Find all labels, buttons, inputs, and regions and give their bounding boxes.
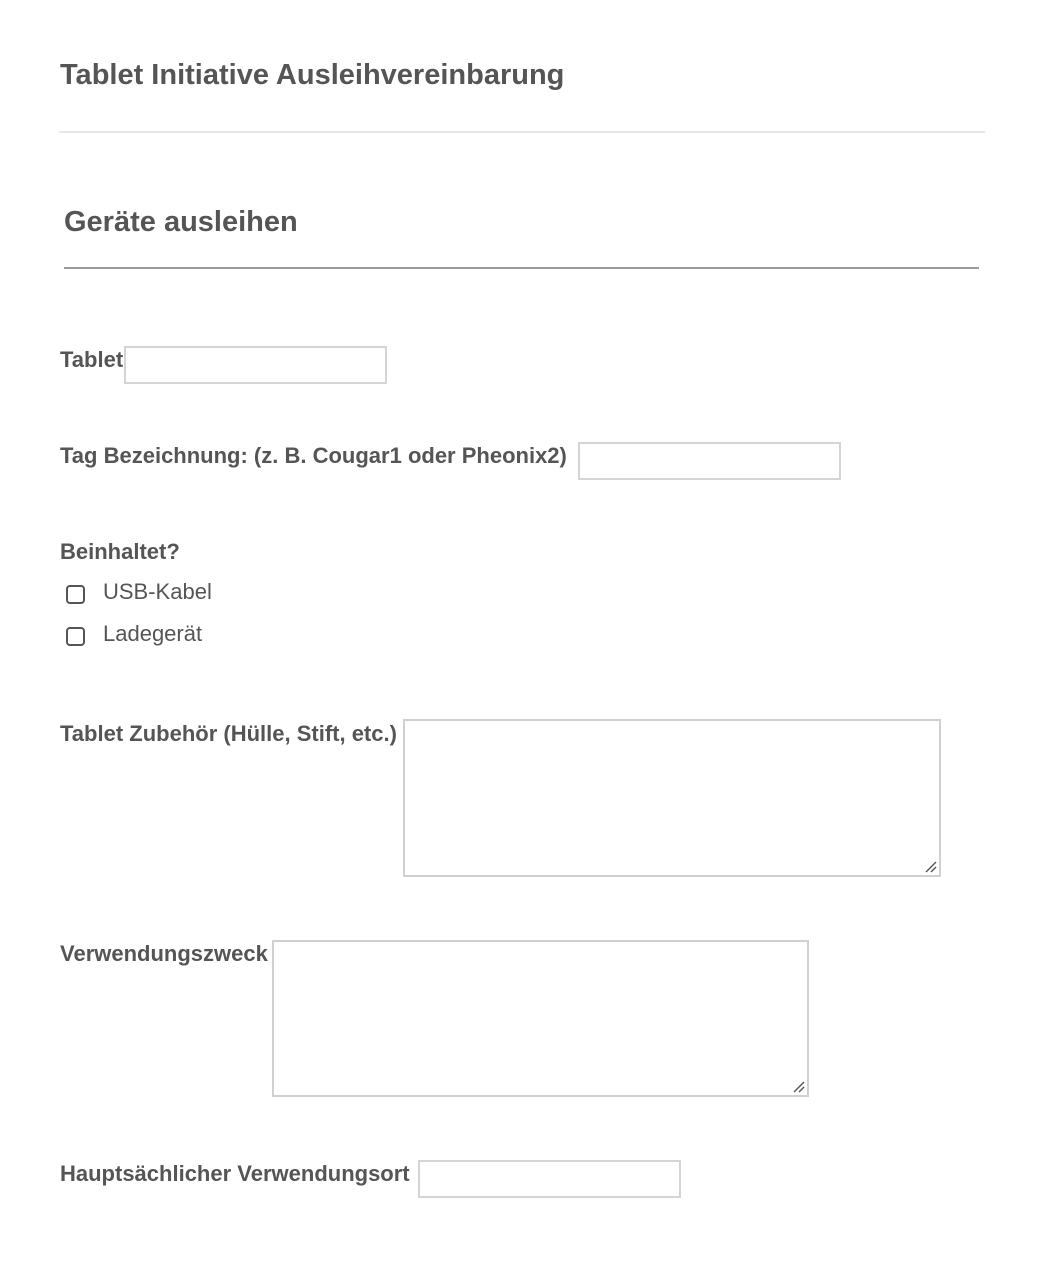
tag-label: Tag Bezeichnung: (z. B. Cougar1 oder Pheonix2) xyxy=(60,443,567,468)
includes-label: Beinhaltet? xyxy=(60,539,180,564)
tablet-label: Tablet xyxy=(60,347,124,372)
charger-checkbox[interactable] xyxy=(66,627,85,646)
location-input[interactable] xyxy=(418,1160,681,1198)
location-label: Hauptsächlicher Verwendungsort xyxy=(60,1161,410,1186)
accessories-textarea[interactable] xyxy=(403,719,941,877)
purpose-textarea[interactable] xyxy=(272,940,809,1097)
usb-cable-label: USB-Kabel xyxy=(103,579,212,604)
tablet-input[interactable] xyxy=(124,346,387,384)
accessories-label: Tablet Zubehör (Hülle, Stift, etc.) xyxy=(60,721,397,746)
title-divider xyxy=(59,131,985,133)
section-heading: Geräte ausleihen xyxy=(64,206,298,238)
checkbox-option-usb-cable[interactable] xyxy=(66,577,212,607)
charger-label: Ladegerät xyxy=(103,621,203,646)
resize-grip-icon[interactable] xyxy=(792,1080,806,1094)
section-divider xyxy=(64,267,979,269)
usb-cable-checkbox[interactable] xyxy=(66,585,85,604)
tag-input[interactable] xyxy=(578,442,841,480)
form-title: Tablet Initiative Ausleihvereinbarung xyxy=(60,59,565,91)
checkbox-option-charger[interactable] xyxy=(66,619,202,649)
resize-grip-icon[interactable] xyxy=(924,860,938,874)
purpose-label: Verwendungszweck xyxy=(60,941,268,966)
